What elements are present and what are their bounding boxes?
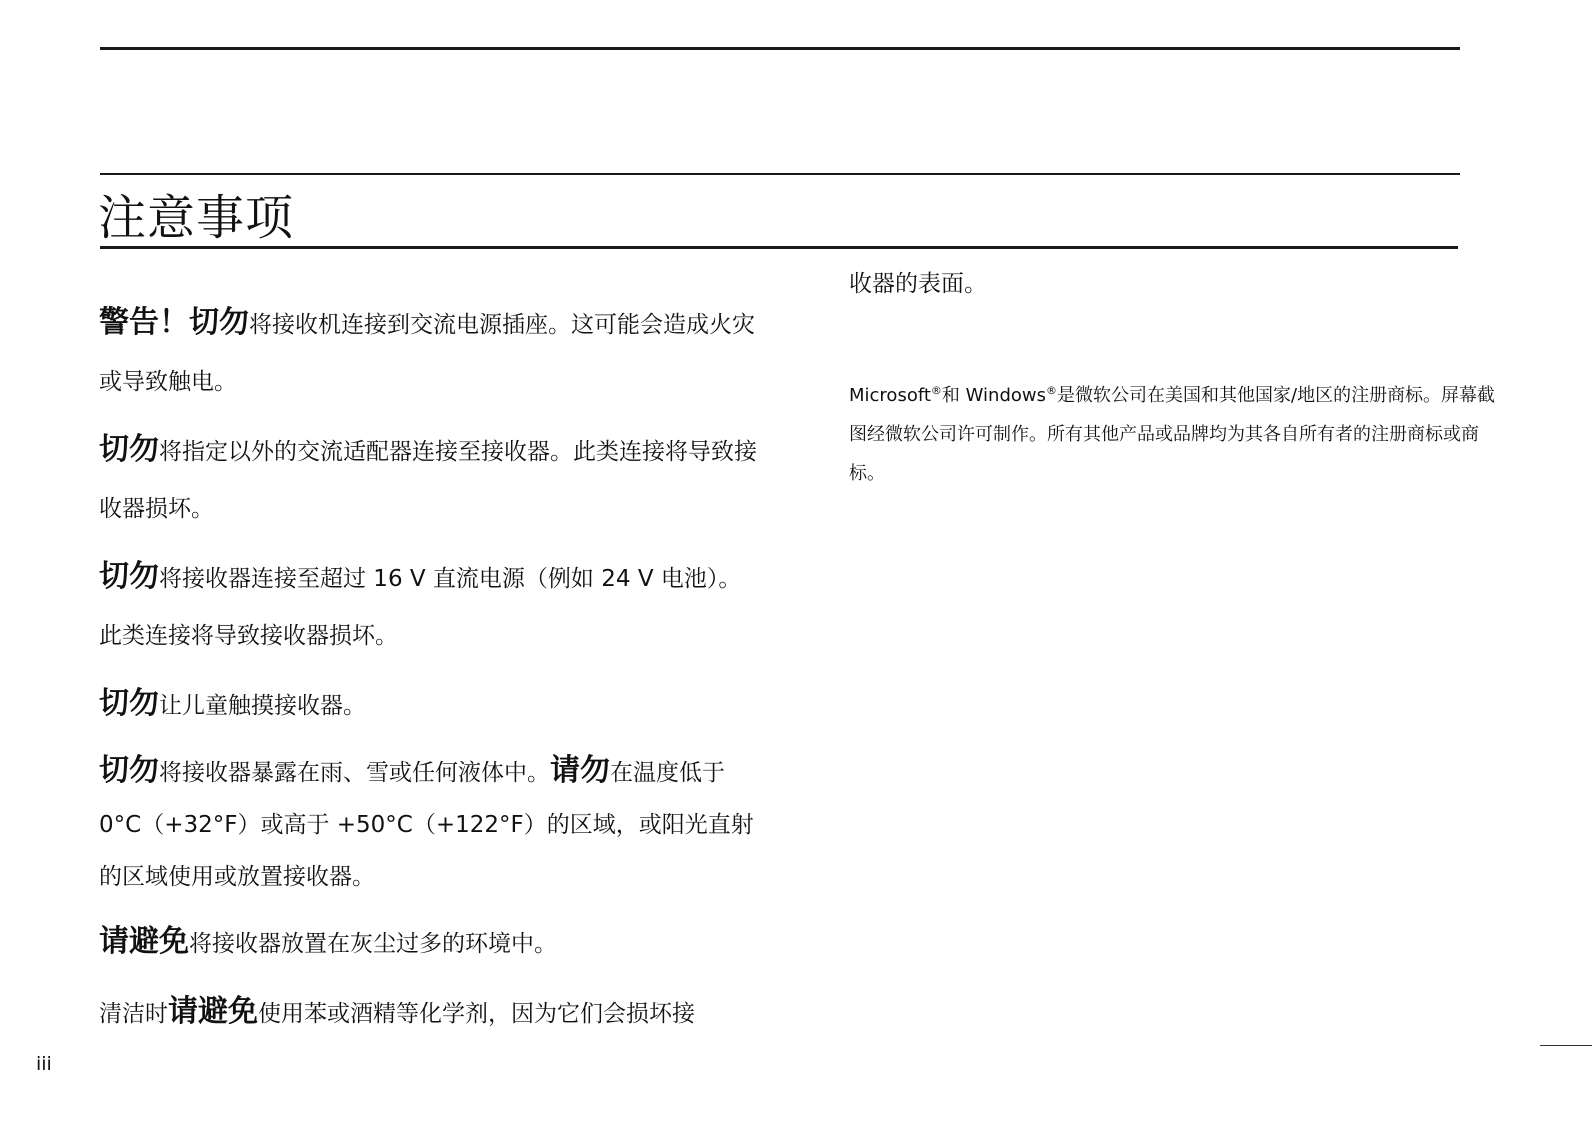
never-keyword: 切勿 xyxy=(99,559,159,594)
paragraph-dust xyxy=(99,913,759,973)
left-column xyxy=(99,294,759,1053)
never-keyword: 切勿 xyxy=(99,432,159,467)
section-rule xyxy=(100,173,1460,175)
paragraph-text: 让儿童触摸接收器。 xyxy=(159,693,366,719)
continuation-text: 收器的表面。 xyxy=(849,271,987,297)
title-underline xyxy=(100,246,1458,249)
paragraph-text: 使用苯或酒精等化学剂，因为它们会损坏接 xyxy=(258,1001,695,1027)
paragraph-prefix: 清洁时 xyxy=(99,1001,168,1027)
microsoft-name: Microsoft xyxy=(849,385,931,406)
right-column xyxy=(849,262,1499,493)
trademark-notice xyxy=(849,376,1499,493)
paragraph-text: 在温度低于 0°C（+32°F）或高于 +50°C（+122°F）的区域，或阳光直射的区域使用或放置接收器。 xyxy=(99,760,754,890)
top-rule xyxy=(100,47,1460,50)
corner-mark xyxy=(1540,1045,1592,1046)
warning-keyword: 警告！ xyxy=(99,305,189,340)
paragraph-dc-power xyxy=(99,548,759,665)
do-not-keyword: 请勿 xyxy=(550,753,610,788)
page-number: iii xyxy=(36,1053,52,1075)
paragraph-text: 将接收器放置在灰尘过多的环境中。 xyxy=(189,931,557,957)
never-keyword: 切勿 xyxy=(99,753,159,788)
paragraph-children xyxy=(99,675,759,735)
registered-mark: ® xyxy=(1046,384,1057,397)
avoid-keyword: 请避免 xyxy=(168,994,258,1029)
registered-mark: ® xyxy=(930,384,942,397)
never-keyword: 切勿 xyxy=(99,686,159,721)
avoid-keyword: 请避免 xyxy=(99,924,189,959)
paragraph-text: 将指定以外的交流适配器连接至接收器。此类连接将导致接收器损坏。 xyxy=(99,439,757,522)
never-keyword: 切勿 xyxy=(189,305,249,340)
trademark-text: 是微软公司在美国和其他国家/地区的注册商标。屏幕截图经微软公司许可制作。所有其他产品或品牌均为其各自所有者的注册商标或商标。 xyxy=(849,385,1496,484)
windows-name: 和 Windows xyxy=(941,385,1046,406)
page-title: 注意事项 xyxy=(98,190,295,246)
paragraph-environment xyxy=(99,745,759,903)
paragraph-text: 将接收器连接至超过 16 V 直流电源（例如 24 V 电池）。此类连接将导致接收器损坏。 xyxy=(99,566,742,649)
paragraph-text: 将接收器暴露在雨、雪或任何液体中。 xyxy=(159,760,550,786)
warning-paragraph-ac xyxy=(99,294,759,411)
paragraph-adapter xyxy=(99,421,759,538)
paragraph-text: 将接收机连接到交流电源插座。这可能会造成火灾或导致触电。 xyxy=(99,312,755,395)
paragraph-cleaning xyxy=(99,983,759,1043)
